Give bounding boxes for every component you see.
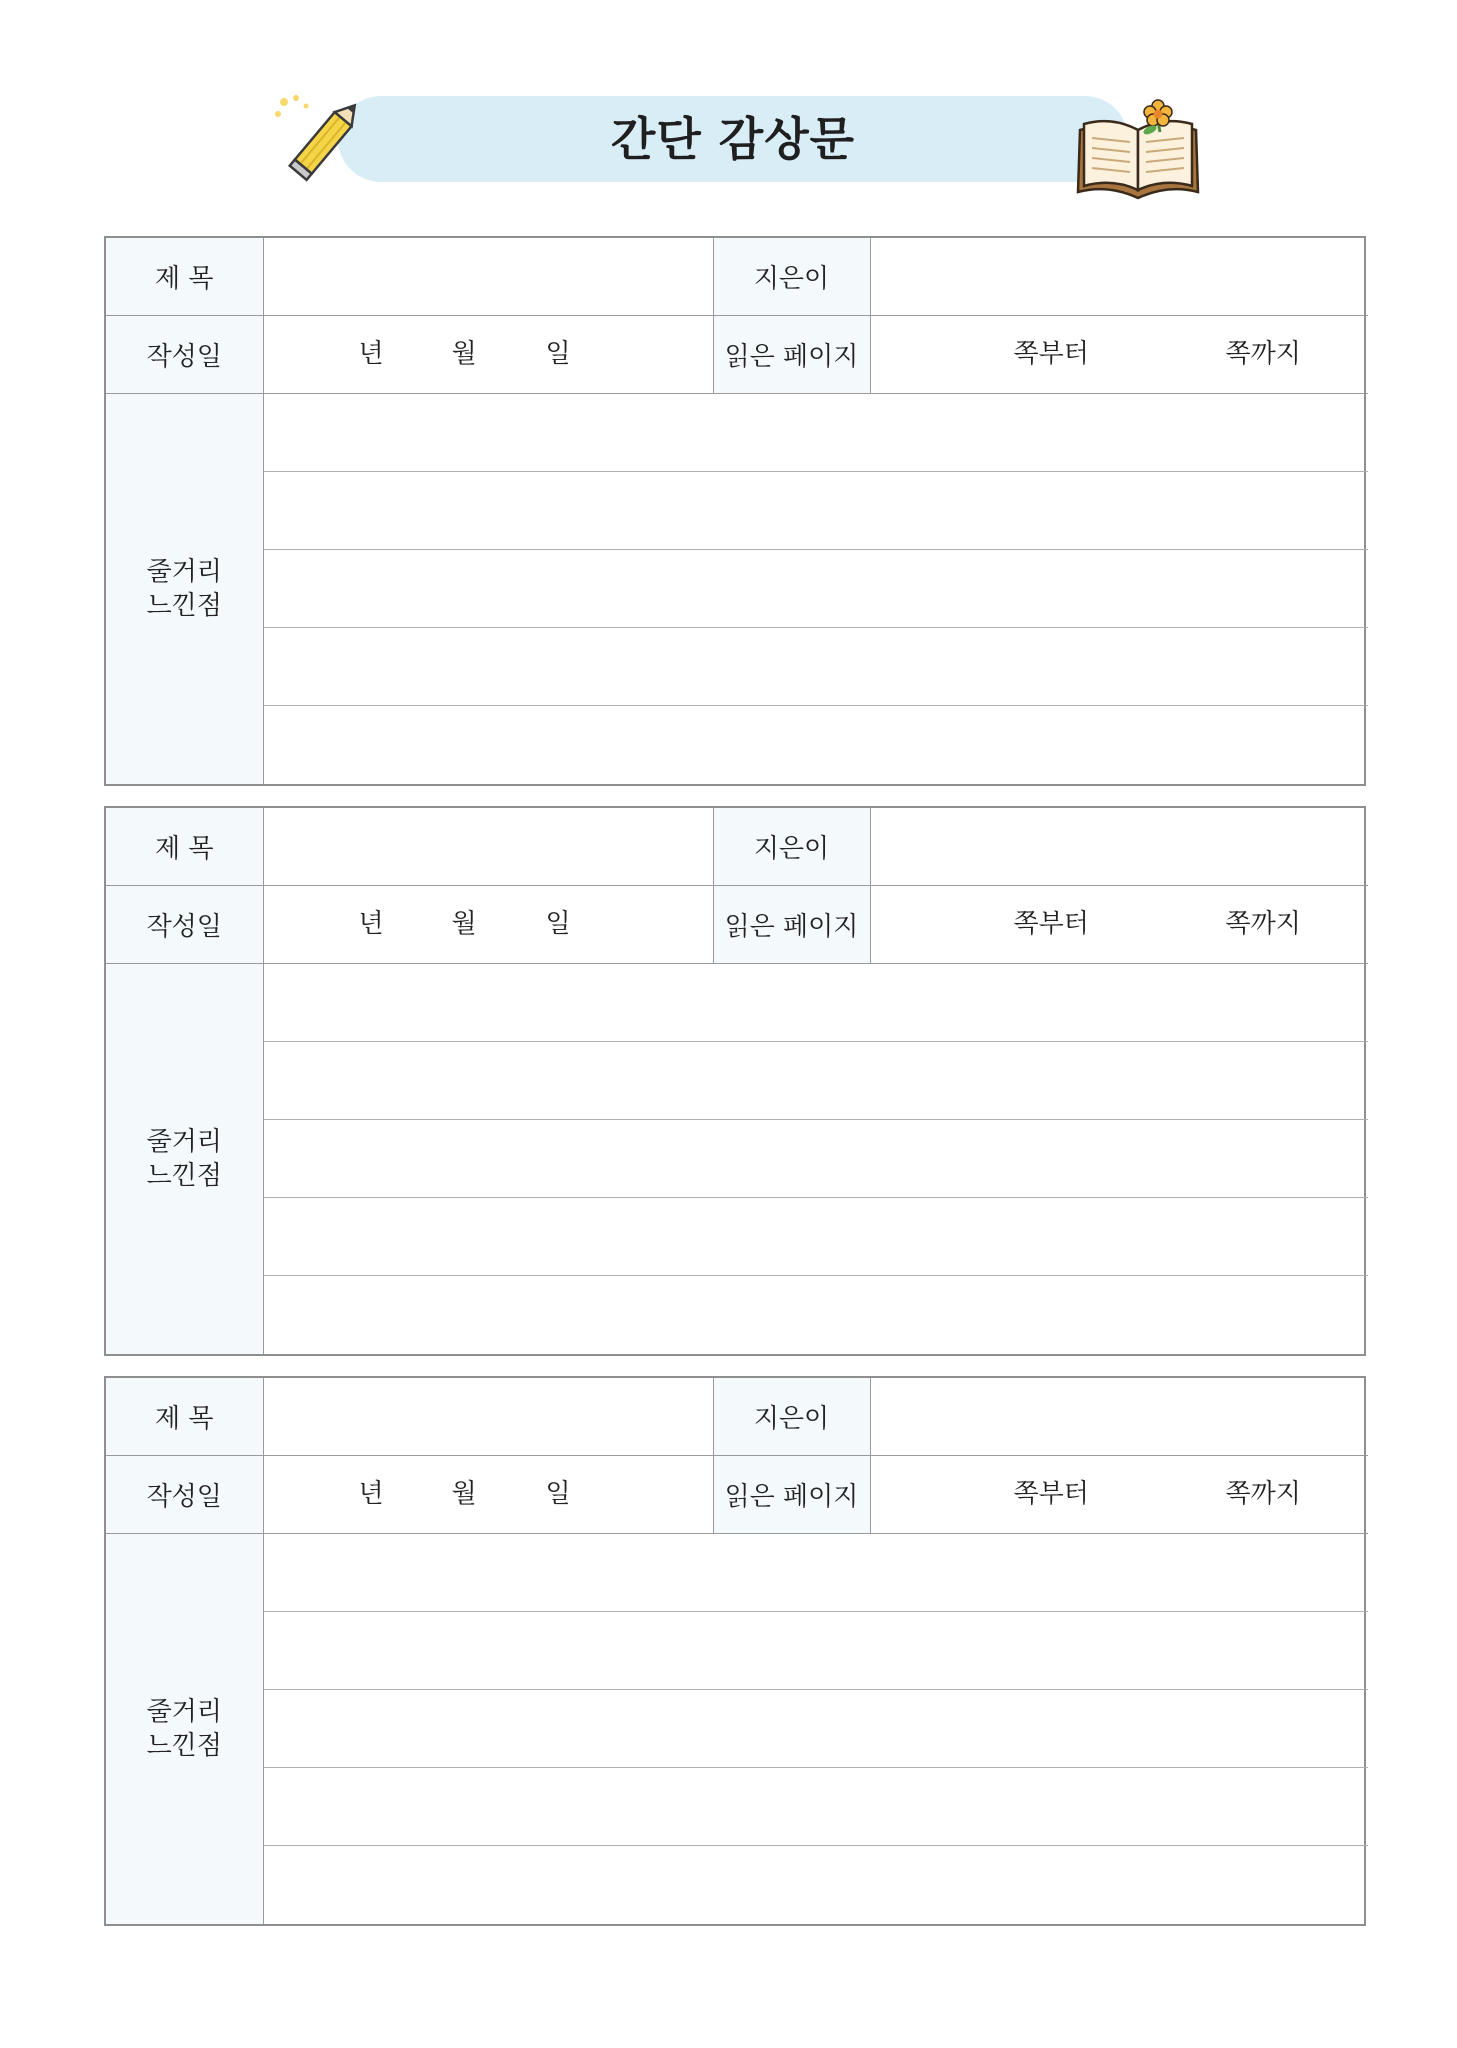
day-unit: 일 <box>545 908 571 939</box>
summary-label <box>106 393 263 784</box>
pages-field[interactable] <box>870 1455 1368 1533</box>
writing-line[interactable] <box>264 1690 1369 1768</box>
date-field[interactable] <box>263 885 713 963</box>
writing-line[interactable] <box>264 1042 1369 1120</box>
month-unit: 월 <box>451 338 477 369</box>
writing-line[interactable] <box>264 472 1369 550</box>
day-unit: 일 <box>545 338 571 369</box>
writing-line[interactable] <box>264 1612 1369 1690</box>
date-field[interactable] <box>263 315 713 393</box>
from-page-unit: 쪽부터 <box>1013 338 1089 369</box>
date-row <box>106 315 1368 393</box>
summary-label-line2: 느낀점 <box>146 1160 222 1191</box>
review-table <box>106 1378 1368 1924</box>
title-row <box>106 1378 1368 1455</box>
book-with-flower-icon <box>1070 92 1210 204</box>
pages-label: 읽은 페이지 <box>713 1455 870 1533</box>
pages-field[interactable] <box>870 315 1368 393</box>
date-field[interactable] <box>263 1455 713 1533</box>
to-page-unit: 쪽까지 <box>1225 1478 1301 1509</box>
title-row <box>106 238 1368 315</box>
pages-field[interactable] <box>870 885 1368 963</box>
author-field[interactable] <box>870 808 1368 885</box>
author-field[interactable] <box>870 1378 1368 1455</box>
to-page-unit: 쪽까지 <box>1225 338 1301 369</box>
title-field[interactable] <box>263 238 713 315</box>
title-row <box>106 808 1368 885</box>
date-row <box>106 1455 1368 1533</box>
summary-label <box>106 963 263 1354</box>
author-label: 지은이 <box>713 238 870 315</box>
summary-row <box>106 393 1368 784</box>
pencil-icon <box>270 92 380 192</box>
year-unit: 년 <box>358 338 384 369</box>
title-field[interactable] <box>263 808 713 885</box>
writing-line[interactable] <box>264 1534 1369 1612</box>
review-form-1 <box>104 236 1366 786</box>
summary-label-line1: 줄거리 <box>146 556 222 587</box>
summary-lines[interactable] <box>263 1533 1368 1924</box>
date-label: 작성일 <box>106 1455 263 1533</box>
writing-line[interactable] <box>264 1846 1369 1924</box>
author-field[interactable] <box>870 238 1368 315</box>
writing-line[interactable] <box>264 964 1369 1042</box>
writing-line[interactable] <box>264 1768 1369 1846</box>
review-form-3 <box>104 1376 1366 1926</box>
day-unit: 일 <box>545 1478 571 1509</box>
summary-label-line1: 줄거리 <box>146 1696 222 1727</box>
writing-line[interactable] <box>264 628 1369 706</box>
month-unit: 월 <box>451 908 477 939</box>
pages-label: 읽은 페이지 <box>713 315 870 393</box>
pages-label: 읽은 페이지 <box>713 885 870 963</box>
summary-label-line2: 느낀점 <box>146 1730 222 1761</box>
month-unit: 월 <box>451 1478 477 1509</box>
title-label: 제 목 <box>106 1378 263 1455</box>
to-page-unit: 쪽까지 <box>1225 908 1301 939</box>
from-page-unit: 쪽부터 <box>1013 1478 1089 1509</box>
review-table <box>106 808 1368 1354</box>
page-title: 간단 감상문 <box>610 112 856 166</box>
date-label: 작성일 <box>106 885 263 963</box>
summary-lines[interactable] <box>263 963 1368 1354</box>
summary-label <box>106 1533 263 1924</box>
summary-row <box>106 1533 1368 1924</box>
summary-label-line1: 줄거리 <box>146 1126 222 1157</box>
year-unit: 년 <box>358 1478 384 1509</box>
title-field[interactable] <box>263 1378 713 1455</box>
date-label: 작성일 <box>106 315 263 393</box>
writing-line[interactable] <box>264 1198 1369 1276</box>
writing-line[interactable] <box>264 706 1369 784</box>
summary-row <box>106 963 1368 1354</box>
title-label: 제 목 <box>106 808 263 885</box>
writing-line[interactable] <box>264 1120 1369 1198</box>
writing-line[interactable] <box>264 394 1369 472</box>
year-unit: 년 <box>358 908 384 939</box>
review-table <box>106 238 1368 784</box>
author-label: 지은이 <box>713 1378 870 1455</box>
date-row <box>106 885 1368 963</box>
from-page-unit: 쪽부터 <box>1013 908 1089 939</box>
writing-line[interactable] <box>264 550 1369 628</box>
author-label: 지은이 <box>713 808 870 885</box>
review-form-2 <box>104 806 1366 1356</box>
summary-lines[interactable] <box>263 393 1368 784</box>
summary-label-line2: 느낀점 <box>146 590 222 621</box>
writing-line[interactable] <box>264 1276 1369 1354</box>
title-label: 제 목 <box>106 238 263 315</box>
